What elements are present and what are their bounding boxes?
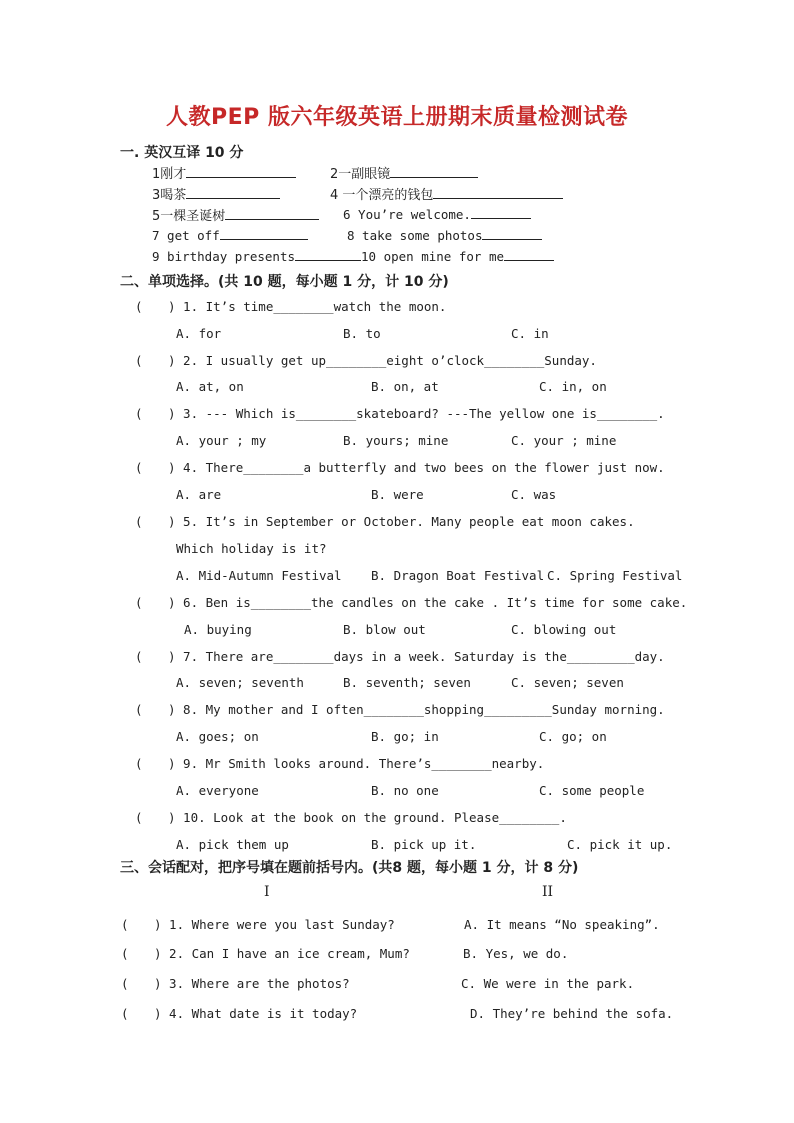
answer-blank[interactable] (471, 206, 531, 219)
answer-bracket[interactable]: ( (135, 649, 143, 664)
section1-heading: 一. 英汉互译 10 分 (120, 145, 244, 161)
answer-blank[interactable] (504, 248, 554, 261)
option-c: C. blowing out (511, 622, 617, 637)
vocab-item-2: 2一副眼镜 (330, 163, 478, 182)
question-6: ) 6. Ben is________the candles on the cake . It’s time for some cake. (168, 595, 688, 610)
option-a: A. are (176, 487, 222, 502)
option-b: B. blow out (343, 622, 426, 637)
answer-bracket[interactable]: ( (135, 702, 143, 717)
question-5-line2: Which holiday is it? (176, 541, 327, 556)
option-b: B. yours; mine (343, 433, 449, 448)
page-title: 人教PEP 版六年级英语上册期末质量检测试卷 (166, 105, 628, 130)
match-answer-c: C. We were in the park. (461, 976, 635, 991)
answer-blank[interactable] (186, 186, 280, 199)
answer-bracket[interactable]: ( (135, 756, 143, 771)
option-b: B. go; in (371, 729, 439, 744)
answer-blank[interactable] (225, 207, 319, 220)
answer-bracket[interactable]: ( (135, 406, 143, 421)
answer-blank[interactable] (390, 165, 478, 178)
match-question-2: ) 2. Can I have an ice cream, Mum? (154, 946, 410, 961)
question-5: ) 5. It’s in September or October. Many people eat moon cakes. (168, 514, 635, 529)
answer-bracket[interactable]: ( (135, 810, 143, 825)
option-c: C. go; on (539, 729, 607, 744)
answer-bracket[interactable]: ( (135, 595, 143, 610)
question-2: ) 2. I usually get up________eight o’clock________Sunday. (168, 353, 597, 368)
answer-bracket[interactable]: ( (121, 917, 129, 932)
section2-heading: 二、单项选择。(共 10 题，每小题 1 分，计 10 分) (120, 274, 449, 290)
column-header-1: I (264, 884, 270, 900)
question-10: ) 10. Look at the book on the ground. Please________. (168, 810, 567, 825)
option-b: B. on, at (371, 379, 439, 394)
question-7: ) 7. There are________days in a week. Saturday is the_________day. (168, 649, 665, 664)
answer-blank[interactable] (482, 227, 542, 240)
vocab-item-6: 6 You’re welcome. (343, 206, 531, 222)
option-a: A. at, on (176, 379, 244, 394)
option-c: C. your ; mine (511, 433, 617, 448)
option-a: A. seven; seventh (176, 675, 304, 690)
vocab-item-9: 9 birthday presents 10 open mine for me (152, 248, 554, 264)
answer-bracket[interactable]: ( (121, 1006, 129, 1021)
answer-blank[interactable] (186, 165, 296, 178)
option-a: A. your ; my (176, 433, 267, 448)
option-a: A. buying (184, 622, 252, 637)
answer-bracket[interactable]: ( (135, 299, 143, 314)
answer-blank[interactable] (220, 227, 308, 240)
question-9: ) 9. Mr Smith looks around. There’s________nearby. (168, 756, 545, 771)
question-3: ) 3. --- Which is________skateboard? ---The yellow one is________. (168, 406, 665, 421)
option-b: B. were (371, 487, 424, 502)
option-c: C. in (511, 326, 549, 341)
option-c: C. in, on (539, 379, 607, 394)
answer-bracket[interactable]: ( (135, 460, 143, 475)
match-question-3: ) 3. Where are the photos? (154, 976, 350, 991)
answer-blank[interactable] (433, 186, 563, 199)
option-a: A. goes; on (176, 729, 259, 744)
vocab-item-5: 5一棵圣诞树 (152, 205, 319, 224)
answer-bracket[interactable]: ( (135, 353, 143, 368)
option-c: C. was (511, 487, 557, 502)
option-b: B. seventh; seven (343, 675, 471, 690)
vocab-item-7: 7 get off (152, 227, 308, 243)
option-c: C. Spring Festival (547, 568, 683, 583)
match-answer-b: B. Yes, we do. (463, 946, 569, 961)
option-a: A. Mid-Autumn Festival (176, 568, 342, 583)
match-question-4: ) 4. What date is it today? (154, 1006, 358, 1021)
vocab-item-3: 3喝茶 (152, 184, 280, 203)
match-answer-d: D. They’re behind the sofa. (470, 1006, 674, 1021)
option-a: A. everyone (176, 783, 259, 798)
match-answer-a: A. It means “No speaking”. (464, 917, 660, 932)
section3-heading: 三、会话配对，把序号填在题前括号内。(共8 题，每小题 1 分，计 8 分) (120, 860, 579, 876)
question-8: ) 8. My mother and I often________shopping_________Sunday morning. (168, 702, 665, 717)
answer-bracket[interactable]: ( (135, 514, 143, 529)
option-c: C. pick it up. (567, 837, 673, 852)
option-c: C. seven; seven (511, 675, 624, 690)
answer-bracket[interactable]: ( (121, 946, 129, 961)
vocab-item-8: 8 take some photos (347, 227, 542, 243)
option-b: B. pick up it. (371, 837, 477, 852)
answer-blank[interactable] (295, 248, 361, 261)
match-question-1: ) 1. Where were you last Sunday? (154, 917, 395, 932)
answer-bracket[interactable]: ( (121, 976, 129, 991)
vocab-item-1: 1刚才 (152, 163, 296, 182)
option-b: B. no one (371, 783, 439, 798)
option-b: B. Dragon Boat Festival (371, 568, 545, 583)
option-b: B. to (343, 326, 381, 341)
question-1: ) 1. It’s time________watch the moon. (168, 299, 447, 314)
vocab-item-4: 4 一个漂亮的钱包 (330, 184, 563, 203)
question-4: ) 4. There________a butterfly and two bees on the flower just now. (168, 460, 665, 475)
option-c: C. some people (539, 783, 645, 798)
option-a: A. for (176, 326, 222, 341)
column-header-2: II (542, 884, 554, 900)
option-a: A. pick them up (176, 837, 289, 852)
